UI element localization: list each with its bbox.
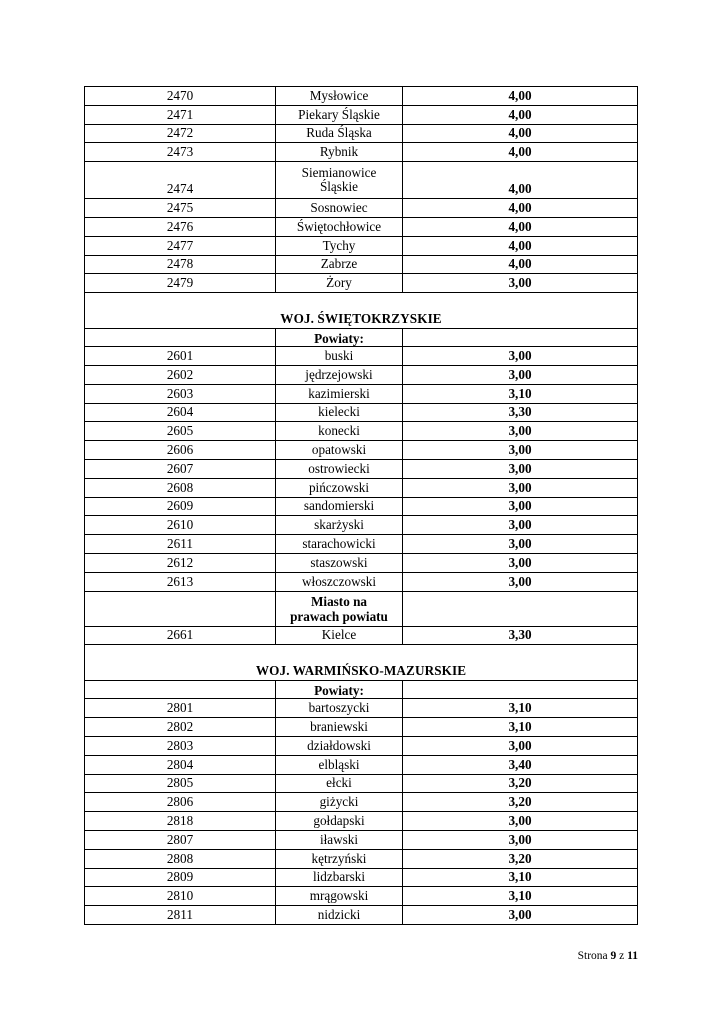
rates-table [84,86,638,925]
code-cell: 2802 [85,718,276,737]
name-cell: Żory [276,274,403,293]
value-cell: 3,30 [403,403,638,422]
empty-cell [403,591,638,626]
table-row [85,626,638,645]
code-cell: 2476 [85,217,276,236]
table-row [85,403,638,422]
empty-cell [85,329,276,347]
name-cell: iławski [276,830,403,849]
subheader-row [85,681,638,699]
table-row [85,849,638,868]
table-row [85,347,638,366]
value-cell: 4,00 [403,105,638,124]
city-header-label [276,591,403,626]
value-cell: 4,00 [403,217,638,236]
name-cell: ostrowiecki [276,459,403,478]
name-cell: skarżyski [276,516,403,535]
name-cell: staszowski [276,553,403,572]
table-row [85,572,638,591]
code-cell: 2604 [85,403,276,422]
table-row [85,441,638,460]
value-cell: 3,00 [403,535,638,554]
empty-cell [403,329,638,347]
code-cell: 2606 [85,441,276,460]
empty-cell [85,681,276,699]
value-cell: 4,00 [403,236,638,255]
name-cell: konecki [276,422,403,441]
value-cell: 3,00 [403,441,638,460]
value-cell: 3,00 [403,906,638,925]
name-cell: Rybnik [276,143,403,162]
code-cell: 2475 [85,199,276,218]
table-row [85,459,638,478]
name-cell: Kielce [276,626,403,645]
section-title: WOJ. ŚWIĘTOKRZYSKIE [85,293,638,329]
city-header-row [85,591,638,626]
footer-page-number: 9 [610,950,617,962]
footer-prefix: Strona [577,950,608,962]
table-row [85,812,638,831]
code-cell: 2605 [85,422,276,441]
code-cell: 2810 [85,887,276,906]
name-cell: sandomierski [276,497,403,516]
table-row [85,497,638,516]
value-cell: 4,00 [403,162,638,199]
name-cell: ełcki [276,774,403,793]
table-row [85,699,638,718]
code-cell: 2804 [85,755,276,774]
name-cell: nidzicki [276,906,403,925]
page-footer [578,950,638,962]
table-row [85,236,638,255]
table-row [85,478,638,497]
code-cell: 2612 [85,553,276,572]
value-cell: 3,00 [403,553,638,572]
table-row [85,906,638,925]
value-cell: 3,00 [403,812,638,831]
table-row [85,718,638,737]
footer-of: z [619,950,625,962]
name-line-1: Siemianowice [301,165,377,181]
name-cell: kazimierski [276,384,403,403]
code-cell: 2477 [85,236,276,255]
code-cell: 2811 [85,906,276,925]
code-cell: 2806 [85,793,276,812]
table-row [85,535,638,554]
city-header-line-2: prawach powiatu [290,608,388,624]
name-cell: braniewski [276,718,403,737]
value-cell: 3,00 [403,516,638,535]
code-cell: 2818 [85,812,276,831]
name-cell: jędrzejowski [276,365,403,384]
name-cell: opatowski [276,441,403,460]
value-cell: 3,20 [403,793,638,812]
value-cell: 3,10 [403,699,638,718]
code-cell: 2609 [85,497,276,516]
table-row [85,774,638,793]
table-row [85,274,638,293]
table-row [85,255,638,274]
value-cell: 3,00 [403,478,638,497]
value-cell: 3,10 [403,887,638,906]
value-cell: 4,00 [403,255,638,274]
name-cell: działdowski [276,736,403,755]
code-cell: 2471 [85,105,276,124]
value-cell: 3,00 [403,459,638,478]
name-cell: Ruda Śląska [276,124,403,143]
section-header-row [85,293,638,329]
value-cell: 3,10 [403,868,638,887]
name-cell: bartoszycki [276,699,403,718]
rates-table-body [85,87,638,925]
value-cell: 3,30 [403,626,638,645]
name-cell: Sosnowiec [276,199,403,218]
name-cell: Zabrze [276,255,403,274]
name-cell: gołdapski [276,812,403,831]
empty-cell [403,681,638,699]
code-cell: 2661 [85,626,276,645]
table-row [85,868,638,887]
subheader-row [85,329,638,347]
table-row [85,830,638,849]
value-cell: 3,00 [403,497,638,516]
table-row [85,143,638,162]
name-cell: starachowicki [276,535,403,554]
code-cell: 2603 [85,384,276,403]
code-cell: 2807 [85,830,276,849]
code-cell: 2470 [85,87,276,106]
code-cell: 2478 [85,255,276,274]
name-line-2: Śląskie [319,179,359,195]
table-row [85,516,638,535]
table-row [85,365,638,384]
name-cell: Świętochłowice [276,217,403,236]
table-row [85,755,638,774]
code-cell: 2601 [85,347,276,366]
name-cell: Tychy [276,236,403,255]
value-cell: 4,00 [403,199,638,218]
code-cell: 2473 [85,143,276,162]
table-row [85,422,638,441]
code-cell: 2608 [85,478,276,497]
value-cell: 3,00 [403,347,638,366]
code-cell: 2479 [85,274,276,293]
value-cell: 4,00 [403,143,638,162]
code-cell: 2607 [85,459,276,478]
name-cell: kętrzyński [276,849,403,868]
value-cell: 3,10 [403,718,638,737]
name-cell: włoszczowski [276,572,403,591]
value-cell: 3,00 [403,736,638,755]
code-cell: 2803 [85,736,276,755]
value-cell: 3,20 [403,849,638,868]
code-cell: 2602 [85,365,276,384]
table-row [85,384,638,403]
code-cell: 2805 [85,774,276,793]
subheader-label: Powiaty: [276,681,403,699]
section-header-row [85,645,638,681]
table-row [85,105,638,124]
value-cell: 4,00 [403,124,638,143]
name-cell: lidzbarski [276,868,403,887]
name-cell: giżycki [276,793,403,812]
code-cell: 2611 [85,535,276,554]
code-cell: 2808 [85,849,276,868]
table-row [85,736,638,755]
value-cell: 3,00 [403,365,638,384]
value-cell: 3,00 [403,422,638,441]
section-title: WOJ. WARMIŃSKO-MAZURSKIE [85,645,638,681]
code-cell: 2472 [85,124,276,143]
name-cell: elbląski [276,755,403,774]
name-cell: mrągowski [276,887,403,906]
value-cell: 3,00 [403,572,638,591]
table-row [85,217,638,236]
table-row [85,793,638,812]
value-cell: 3,00 [403,830,638,849]
value-cell: 3,00 [403,274,638,293]
table-row [85,199,638,218]
table-row [85,87,638,106]
code-cell: 2474 [85,162,276,199]
name-cell [276,162,403,199]
name-cell: pińczowski [276,478,403,497]
value-cell: 3,20 [403,774,638,793]
subheader-label: Powiaty: [276,329,403,347]
name-cell: buski [276,347,403,366]
empty-cell [85,591,276,626]
table-row [85,887,638,906]
code-cell: 2610 [85,516,276,535]
code-cell: 2801 [85,699,276,718]
value-cell: 4,00 [403,87,638,106]
name-cell: kielecki [276,403,403,422]
table-row [85,553,638,572]
footer-page-total: 11 [627,950,638,962]
code-cell: 2809 [85,868,276,887]
code-cell: 2613 [85,572,276,591]
table-row [85,162,638,199]
name-cell: Mysłowice [276,87,403,106]
value-cell: 3,40 [403,755,638,774]
table-row [85,124,638,143]
value-cell: 3,10 [403,384,638,403]
city-header-line-1: Miasto na [310,593,368,609]
name-cell: Piekary Śląskie [276,105,403,124]
